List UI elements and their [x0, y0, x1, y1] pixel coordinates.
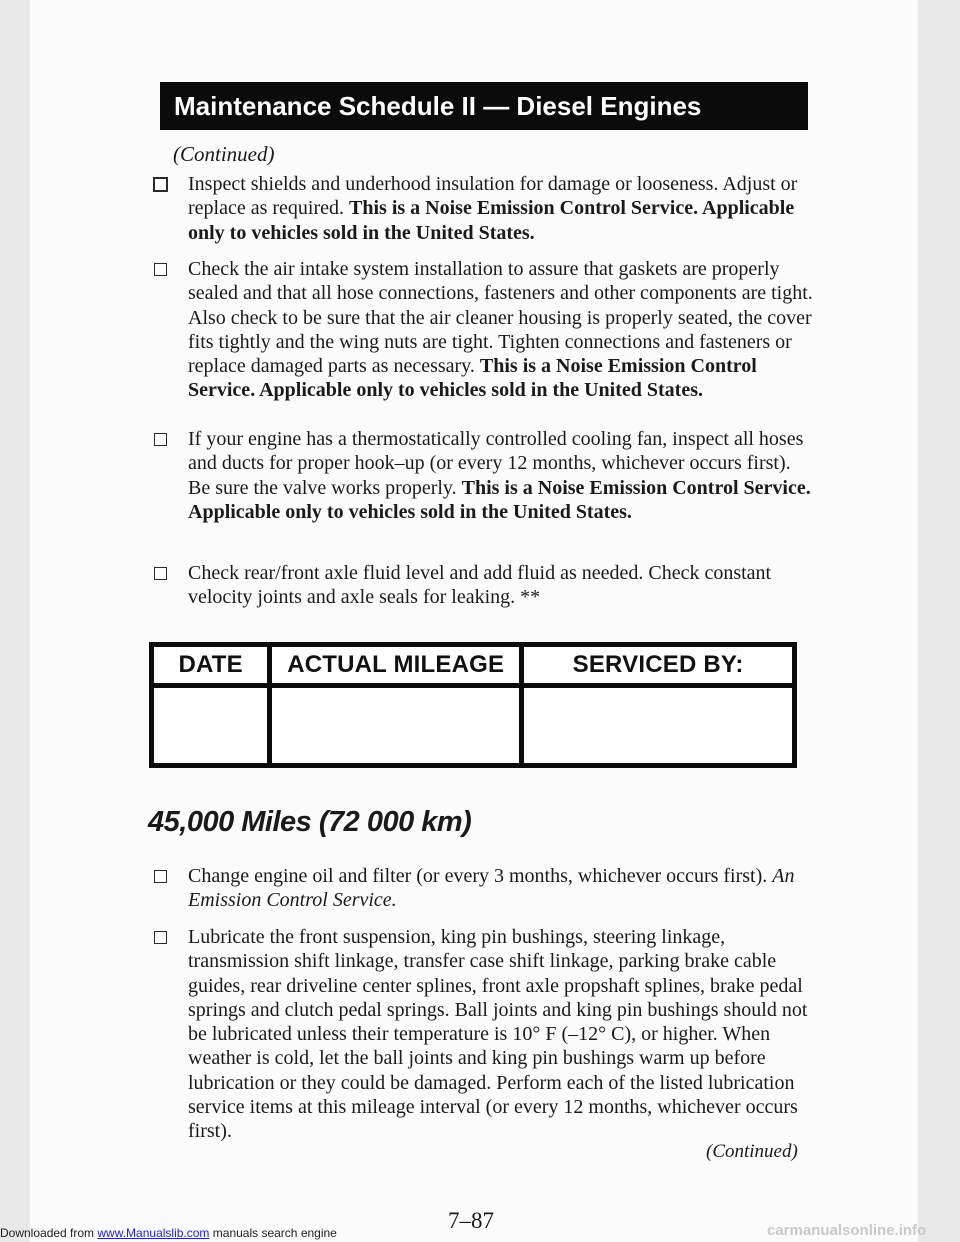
service-log-table	[149, 642, 797, 768]
download-notice: Downloaded from www.Manualslib.com manuals search engine	[0, 1226, 337, 1240]
checkbox-icon[interactable]	[153, 177, 168, 192]
column-header-serviced-by: SERVICED BY:	[522, 645, 795, 686]
serviced-by-entry-cell[interactable]	[522, 686, 795, 766]
watermark-text: carmanualsonline.info	[767, 1222, 927, 1239]
checklist-item-shields: Inspect shields and underhood insulation for damage or looseness. Adjust or replace as required. This is a Noise Emission Control Service. Applicable only to vehicles sold in the United States.	[188, 172, 813, 245]
checkbox-icon[interactable]	[154, 263, 167, 276]
checkbox-icon[interactable]	[154, 870, 167, 883]
continued-label-bottom: (Continued)	[706, 1141, 798, 1162]
checkbox-icon[interactable]	[154, 931, 167, 944]
checklist-item-engine-oil: Change engine oil and filter (or every 3 months, whichever occurs first). An Emission Control Service.	[188, 864, 813, 913]
checkbox-icon[interactable]	[154, 433, 167, 446]
manualslib-link[interactable]: www.Manualslib.com	[97, 1226, 210, 1240]
column-header-date: DATE	[152, 645, 270, 686]
service-log-header-row	[152, 645, 795, 686]
column-header-actual-mileage: ACTUAL MILEAGE	[270, 645, 522, 686]
page-number: 7–87	[448, 1208, 494, 1233]
checklist-item-air-intake: Check the air intake system installation to assure that gaskets are properly sealed and that all hose connections, fasteners and other components are tight. Also check to be sure that the air cleaner housing is properly seated, the cover fits tightly and the wing nuts are tight. Tighten connections and fasteners or replace damaged parts as necessary. This is a Noise Emission Control Service. Applicable only to vehicles sold in the United States.	[188, 257, 813, 403]
continued-label-top: (Continued)	[173, 142, 275, 166]
checklist-item-axle-fluid: Check rear/front axle fluid level and add fluid as needed. Check constant velocity joints and axle seals for leaking. **	[188, 561, 813, 610]
section-heading-45000-miles: 45,000 Miles (72 000 km)	[148, 806, 472, 838]
service-log-entry-row	[152, 686, 795, 766]
page-title: Maintenance Schedule II — Diesel Engines	[160, 82, 808, 130]
checkbox-icon[interactable]	[154, 567, 167, 580]
date-entry-cell[interactable]	[152, 686, 270, 766]
checklist-item-cooling-fan: If your engine has a thermostatically controlled cooling fan, inspect all hoses and ducts for proper hook–up (or every 12 months, whichever occurs first). Be sure the valve works properly. This is a Noise Emission Control Service. Applicable only to vehicles sold in the United States.	[188, 427, 813, 524]
mileage-entry-cell[interactable]	[270, 686, 522, 766]
checklist-item-lubrication: Lubricate the front suspension, king pin bushings, steering linkage, transmission shift linkage, transfer case shift linkage, parking brake cable guides, rear driveline center splines, front axle propshaft splines, brake pedal springs and clutch pedal springs. Ball joints and king pin bushings should not be lubricated unless their temperature is 10° F (–12° C), or higher. When weather is cold, let the ball joints and king pin bushings warm up before lubrication or they could be damaged. Perform each of the listed lubrication service items at this mileage interval (or every 12 months, whichever occurs first).	[188, 925, 813, 1144]
